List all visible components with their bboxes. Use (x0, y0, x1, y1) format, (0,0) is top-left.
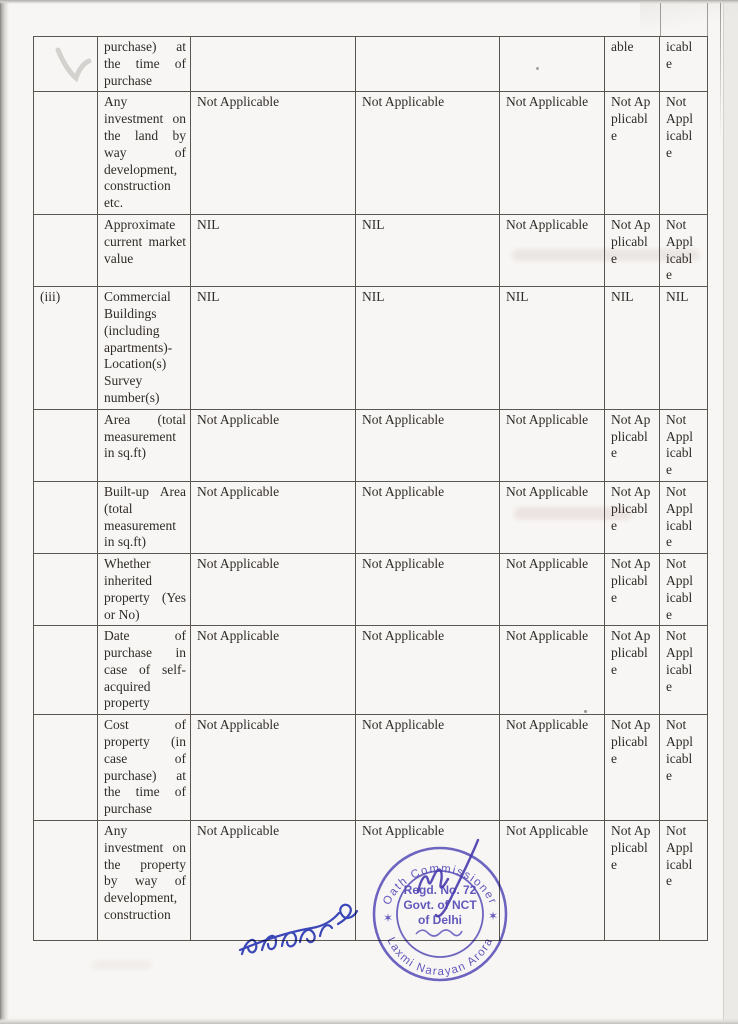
value-cell (500, 626, 605, 715)
cell-text: Not Applicable (611, 823, 651, 872)
cell-text: Not Applicable (197, 94, 280, 110)
value-cell (605, 92, 660, 215)
value-cell (500, 715, 605, 821)
cell-text: Not Applicable (666, 717, 693, 783)
stamp-delhi-line: of Delhi (418, 913, 462, 927)
value-cell (660, 821, 708, 941)
cell-text: Not Applicable (611, 411, 651, 461)
cell-text: Not Applicable (506, 556, 589, 572)
value-cell (500, 287, 605, 410)
value-cell (191, 626, 356, 715)
cell-text: NIL (362, 216, 385, 232)
cell-text: Not Applicable (611, 556, 651, 605)
property-statement-table (33, 36, 708, 941)
value-cell (605, 554, 660, 626)
serial-cell (34, 409, 98, 481)
cell-text: NIL (362, 289, 385, 305)
cell-text: purchase) at the time of purchase (104, 39, 186, 88)
value-cell (605, 287, 660, 410)
table-line-stub (707, 3, 708, 37)
description-cell (98, 554, 191, 626)
description-cell (98, 92, 191, 215)
property-table-body (34, 37, 708, 941)
cell-text: Not Applicable (666, 94, 693, 160)
value-cell (191, 214, 356, 286)
cell-text: Area (total measurement in sq.ft) (104, 411, 186, 461)
value-cell (605, 37, 660, 92)
serial-cell (34, 287, 98, 410)
cell-text: Not Applicable (666, 823, 693, 889)
value-cell (191, 287, 356, 410)
cell-text: icabl e (666, 39, 693, 71)
value-cell (660, 626, 708, 715)
table-row (34, 92, 708, 215)
serial-cell (34, 554, 98, 626)
cell-text: Not Applicable (506, 628, 589, 644)
cell-text: NIL (197, 216, 220, 232)
cell-text: Not Applicable (666, 483, 693, 550)
page-right-edge-line (720, 0, 721, 140)
cell-text: Whether inherited property (Yes or No) (104, 556, 186, 622)
cell-text: Not Applicable (197, 628, 280, 644)
ink-bleed-through (92, 960, 152, 970)
cell-text: Not Applicable (666, 216, 693, 283)
value-cell (191, 37, 356, 92)
description-cell (98, 287, 191, 410)
handwritten-signature (226, 898, 366, 976)
value-cell (605, 715, 660, 821)
cell-text: Not Applicable (611, 717, 651, 766)
value-cell (356, 481, 500, 553)
value-cell (605, 214, 660, 286)
cell-text: Any investment on the land by way of development, construction etc. (104, 94, 186, 211)
cell-text: NIL (506, 289, 529, 305)
stamp-inner-signature-squiggle (416, 930, 462, 936)
cell-text: Built-up Area (total measurement in sq.ft) (104, 483, 186, 550)
value-cell (500, 92, 605, 215)
cell-text: Not Applicable (506, 216, 589, 232)
value-cell (356, 715, 500, 821)
cell-text: Not Applicable (197, 717, 280, 733)
table-row (34, 214, 708, 286)
cell-text: Date of purchase in case of self-acquired property (104, 628, 186, 711)
serial-cell (34, 481, 98, 553)
cell-text: Not Applicable (362, 717, 445, 733)
cell-text: Not Applicable (506, 411, 589, 427)
value-cell (356, 554, 500, 626)
table-row (34, 626, 708, 715)
cell-text: NIL (611, 289, 634, 305)
stamp-govt-line: Govt. of NCT (403, 898, 477, 912)
description-cell (98, 409, 191, 481)
value-cell (191, 554, 356, 626)
cell-text: Cost of property (in case of purchase) at the time of purchase (104, 717, 186, 817)
value-cell (356, 409, 500, 481)
value-cell (500, 481, 605, 553)
stamp-arc-bottom-text: Laxmi Narayan Arora (384, 935, 496, 979)
description-cell (98, 214, 191, 286)
table-row (34, 37, 708, 92)
cell-text: Not Applicable (611, 94, 651, 143)
table-line-stub (660, 3, 661, 37)
stamp-arc-top-text: Oath Commissioner (381, 862, 499, 908)
cell-text: Not Applicable (362, 556, 445, 572)
cell-text: Not Applicable (506, 94, 589, 110)
table-row (34, 715, 708, 821)
scan-edge-left (0, 0, 9, 1024)
cell-text: Not Applicable (611, 628, 651, 677)
oath-commissioner-stamp (356, 828, 524, 1000)
cell-text: Not Applicable (362, 628, 445, 644)
serial-cell (34, 715, 98, 821)
cell-text: Not Applicable (197, 556, 280, 572)
cell-text: Not Applicable (506, 717, 589, 733)
cell-text: Not Applicable (362, 823, 445, 839)
scan-speck (584, 710, 587, 713)
value-cell (500, 409, 605, 481)
serial-cell (34, 821, 98, 941)
scan-speck (536, 67, 539, 70)
stamp-star-left-icon: ✶ (383, 911, 394, 925)
cell-text: Not Applicable (666, 628, 693, 694)
scan-right-margin (723, 0, 738, 1024)
cell-text: Not Applicable (362, 483, 445, 499)
scan-edge-top (0, 0, 738, 4)
value-cell (356, 92, 500, 215)
value-cell (191, 409, 356, 481)
value-cell (500, 37, 605, 92)
cell-text: Not Applicable (506, 823, 589, 839)
serial-cell (34, 626, 98, 715)
value-cell (605, 409, 660, 481)
value-cell (191, 715, 356, 821)
pencil-check-mark (50, 42, 94, 92)
cell-text: NIL (666, 289, 689, 305)
cell-text: Not Applicable (666, 411, 693, 478)
cell-text: Not Applicable (611, 216, 651, 266)
cell-text: Not Applicable (611, 483, 651, 533)
stamp-regd-no: Regd. No. 72 (403, 883, 477, 897)
value-cell (660, 481, 708, 553)
value-cell (500, 214, 605, 286)
value-cell (605, 481, 660, 553)
value-cell (191, 92, 356, 215)
cell-text: Not Applicable (506, 483, 589, 499)
cell-text: Not Applicable (197, 483, 280, 499)
value-cell (660, 214, 708, 286)
value-cell (660, 409, 708, 481)
description-cell (98, 626, 191, 715)
value-cell (356, 214, 500, 286)
description-cell (98, 481, 191, 553)
description-cell (98, 715, 191, 821)
serial-cell (34, 92, 98, 215)
value-cell (356, 37, 500, 92)
value-cell (356, 626, 500, 715)
cell-text: Not Applicable (362, 94, 445, 110)
value-cell (660, 287, 708, 410)
value-cell (660, 37, 708, 92)
serial-cell (34, 214, 98, 286)
value-cell (660, 92, 708, 215)
cell-text: Not Applicable (362, 411, 445, 427)
cell-text: Any investment on the property by way of development, construction (104, 823, 186, 923)
value-cell (660, 554, 708, 626)
table-row (34, 409, 708, 481)
cell-text: Not Applicable (197, 823, 280, 839)
description-cell (98, 821, 191, 941)
cell-text: NIL (197, 289, 220, 305)
table-row (34, 287, 708, 410)
value-cell (500, 554, 605, 626)
value-cell (605, 626, 660, 715)
scan-edge-bottom (0, 1018, 738, 1024)
value-cell (356, 287, 500, 410)
value-cell (660, 715, 708, 821)
description-cell (98, 37, 191, 92)
cell-text: Not Applicable (666, 556, 693, 622)
cell-text: Approximate current market value (104, 216, 186, 266)
cell-text: (iii) (40, 289, 61, 305)
page-corner-shading (640, 0, 738, 34)
stamp-star-right-icon: ✶ (488, 909, 499, 923)
cell-text: Not Applicable (197, 411, 280, 427)
value-cell (605, 821, 660, 941)
table-row (34, 481, 708, 553)
cell-text: able (611, 39, 634, 54)
value-cell (191, 481, 356, 553)
cell-text: Commercial Buildings (including apartments)- Location(s) Survey number(s) (104, 289, 173, 405)
table-row (34, 554, 708, 626)
